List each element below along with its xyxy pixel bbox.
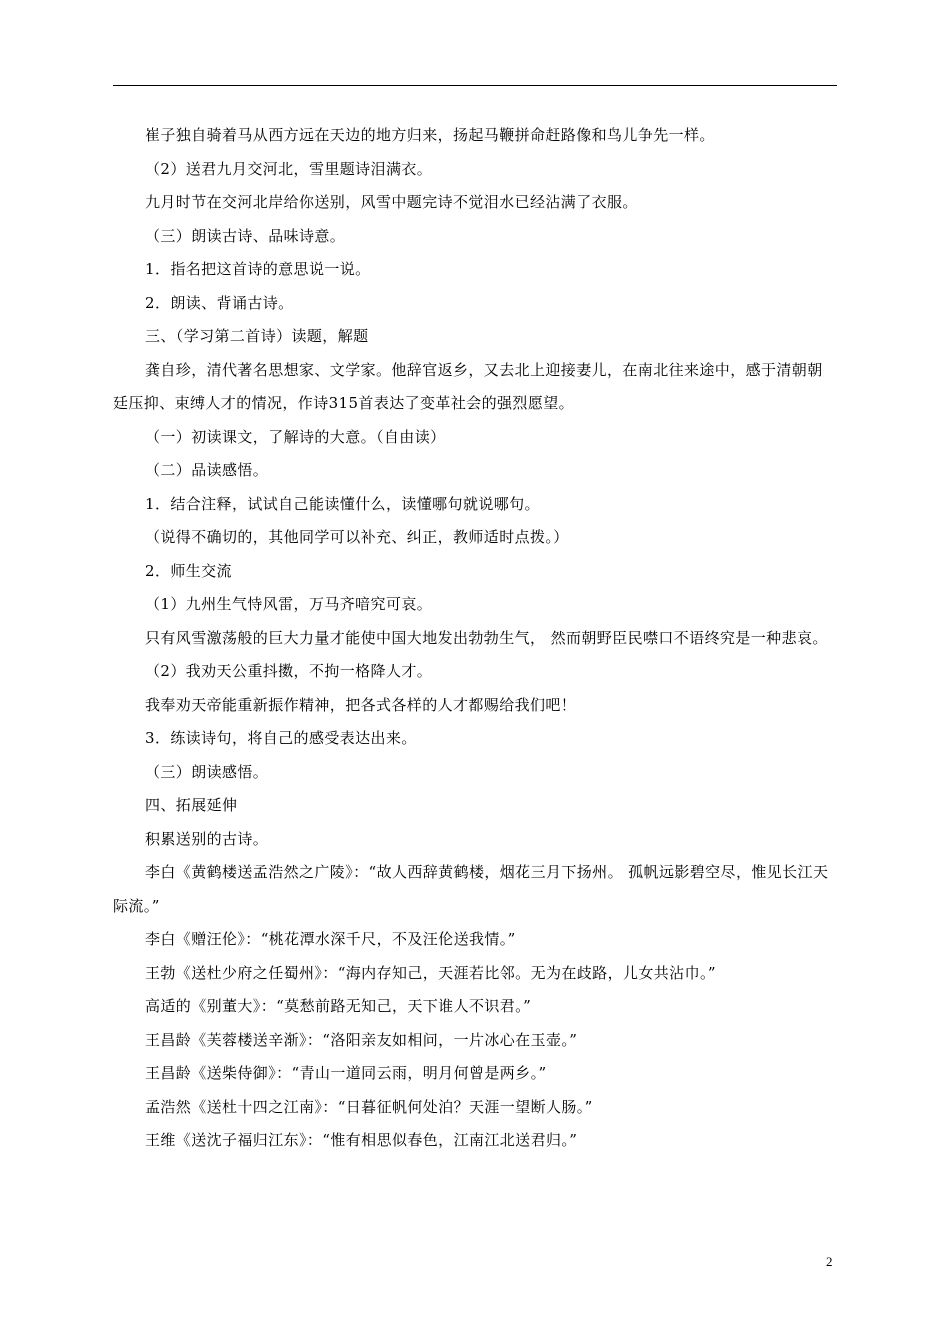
- paragraph: 九月时节在交河北岸给你送别，风雪中题完诗不觉泪水已经沾满了衣服。: [145, 193, 638, 211]
- poem-quote: 高适的《别董大》：“莫愁前路无知己，天下谁人不识君。”: [145, 997, 532, 1015]
- page-number: 2: [826, 1254, 833, 1269]
- paragraph: 只有风雪激荡般的巨大力量才能使中国大地发出勃勃生气， 然而朝野臣民噤口不语终究是一种悲哀。: [145, 628, 828, 647]
- poem-quote: 王昌龄《送柴侍御》：“青山一道同云雨，明月何曾是两乡。”: [145, 1064, 547, 1082]
- paragraph: 龚自珍，清代著名思想家、文学家。他辞官返乡，又去北上迎接妻儿，在南北往来途中，感于清朝朝廷压抑、束缚人才的情况，作诗315首表达了变革社会的强烈愿望。: [113, 360, 823, 412]
- poem-quote: 王维《送沈子福归江东》：“惟有相思似春色，江南江北送君归。”: [145, 1131, 578, 1149]
- paragraph: （说得不确切的，其他同学可以补充、纠正，教师适时点拨。）: [145, 528, 569, 546]
- poem-quote: 孟浩然《送杜十四之江南》：“日暮征帆何处泊？天涯一望断人肠。”: [145, 1097, 593, 1116]
- paragraph: 积累送别的古诗。: [145, 829, 269, 848]
- paragraph: （2）我劝天公重抖擞，不拘一格降人才。: [145, 662, 433, 680]
- paragraph: （三）朗读感悟。: [145, 762, 269, 781]
- page-body: [113, 119, 837, 1158]
- paragraph: 1．结合注释，试试自己能读懂什么，读懂哪句就说哪句。: [145, 494, 540, 513]
- poem-quote: 李白《黄鹤楼送孟浩然之广陵》：“故人西辞黄鹤楼，烟花三月下扬州。 孤帆远影碧空尽，惟见长江天际流。”: [113, 863, 829, 915]
- section-heading: 四、拓展延伸: [145, 796, 238, 814]
- paragraph: 我奉劝天帝能重新振作精神，把各式各样的人才都赐给我们吧！: [145, 695, 577, 714]
- paragraph: （2）送君九月交河北，雪里题诗泪满衣。: [145, 159, 433, 178]
- poem-quote: 王昌龄《芙蓉楼送辛渐》：“洛阳亲友如相问，一片冰心在玉壶。”: [145, 1030, 578, 1049]
- paragraph: 3．练读诗句，将自己的感受表达出来。: [145, 729, 417, 747]
- section-heading: 三、（学习第二首诗）读题，解题: [145, 327, 369, 345]
- paragraph: 2．朗读、背诵古诗。: [145, 293, 294, 312]
- paragraph: 2．师生交流: [145, 561, 232, 580]
- paragraph: （1）九州生气恃风雷，万马齐喑究可哀。: [145, 595, 433, 613]
- header-rule: [113, 85, 837, 86]
- paragraph: 崔子独自骑着马从西方远在天边的地方归来，扬起马鞭拼命赶路像和鸟儿争先一样。: [145, 126, 715, 144]
- paragraph: （一）初读课文，了解诗的大意。（自由读）: [145, 427, 446, 446]
- paragraph: （二）品读感悟。: [145, 461, 269, 479]
- paragraph: 1．指名把这首诗的意思说一说。: [145, 260, 371, 278]
- poem-quote: 李白《赠汪伦》：“桃花潭水深千尺，不及汪伦送我情。”: [145, 930, 516, 948]
- poem-quote: 王勃《送杜少府之任蜀州》：“海内存知己，天涯若比邻。无为在歧路，儿女共沾巾。”: [145, 963, 716, 982]
- paragraph: （三）朗读古诗、品味诗意。: [145, 226, 346, 245]
